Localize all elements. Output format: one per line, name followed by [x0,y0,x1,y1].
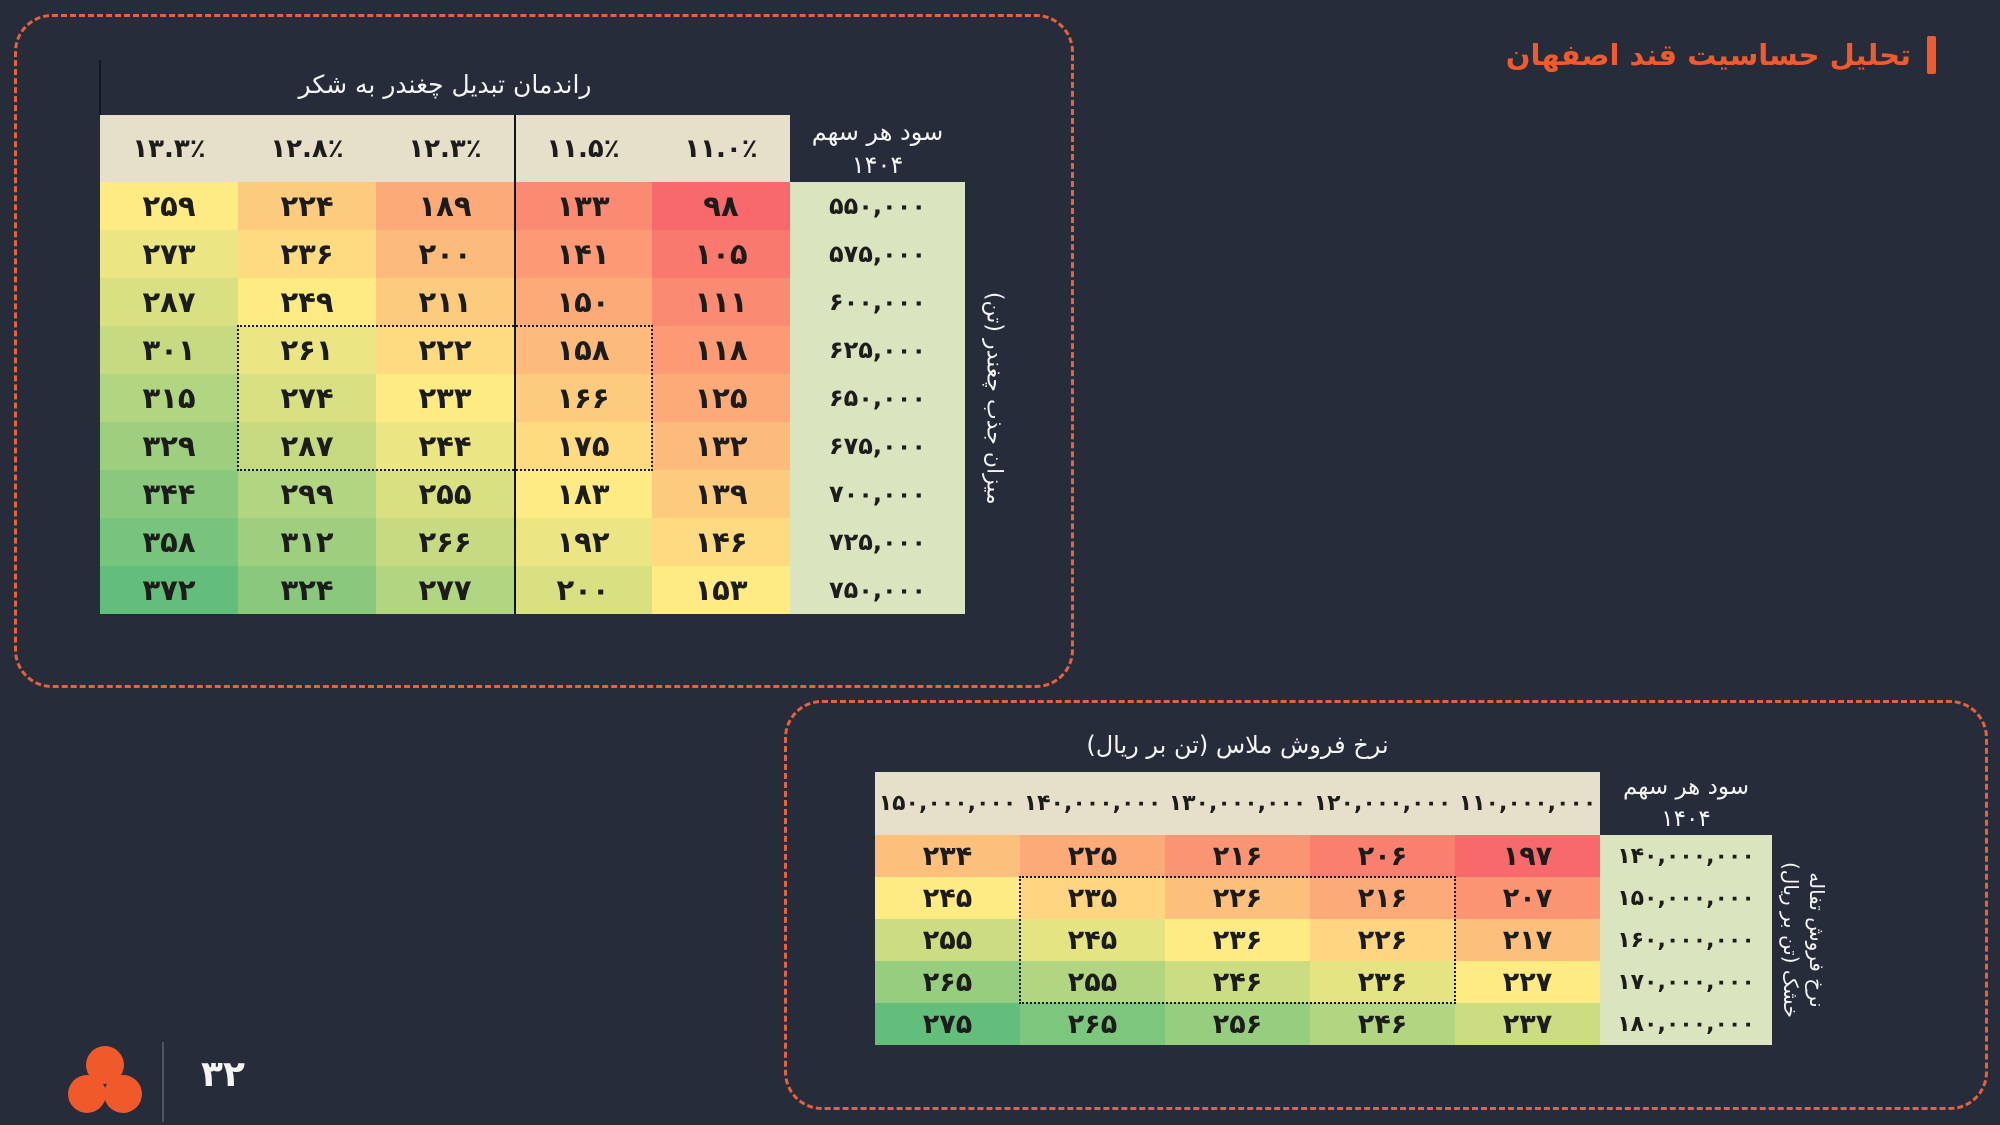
corner-header-line: سود هر سهم [811,118,944,147]
column-header: ۱۲۰,۰۰۰,۰۰۰ [1313,791,1452,816]
row-header: ۵۵۰,۰۰۰ [790,182,965,230]
heatmap-cell: ۹۸ [652,182,790,230]
column-headers [875,772,1600,835]
axis-line [99,60,101,115]
heatmap-cell: ۱۱۸ [652,326,790,374]
heatmap-cell: ۳۷۲ [100,566,238,614]
heatmap-row [100,422,965,470]
heatmap-beet-conversion [100,60,1007,614]
heatmap-cell: ۳۱۲ [238,518,376,566]
heatmap-row [875,835,1772,877]
heatmap-cell: ۲۴۹ [238,278,376,326]
heatmap-cell: ۱۳۲ [652,422,790,470]
heatmap-cell: ۲۴۵ [875,877,1020,919]
heatmap-grid [100,182,965,614]
heatmap-cell: ۱۴۶ [652,518,790,566]
heatmap-cell: ۲۲۲ [376,326,514,374]
row-axis-label: میزان جذب چغندر (تن) [981,291,1007,505]
column-header: ۱۱.۵٪ [546,133,620,164]
column-headers [100,115,790,182]
column-header: ۱۲.۸٪ [270,133,344,164]
heatmap-cell: ۱۳۹ [652,470,790,518]
heatmap-cell: ۳۱۵ [100,374,238,422]
heatmap-cell: ۱۵۸ [514,326,652,374]
heatmap-row [875,877,1772,919]
corner-header [790,115,965,182]
heatmap-cell: ۱۳۳ [514,182,652,230]
footer-divider [162,1042,164,1122]
heatmap-cell: ۲۸۷ [100,278,238,326]
heatmap-cell: ۲۱۱ [376,278,514,326]
heatmap-cell: ۲۰۶ [1310,835,1455,877]
heatmap-cell: ۲۵۶ [1165,1003,1310,1045]
row-header: ۵۷۵,۰۰۰ [790,230,965,278]
corner-header-line: سود هر سهم [1622,774,1750,801]
row-header: ۷۲۵,۰۰۰ [790,518,965,566]
heatmap-cell: ۲۱۶ [1165,835,1310,877]
corner-header-year: ۱۴۰۴ [851,150,904,179]
heatmap-cell: ۲۰۰ [514,566,652,614]
heatmap-cell: ۲۷۴ [238,374,376,422]
heatmap-cell: ۲۹۹ [238,470,376,518]
heatmap-cell: ۲۶۱ [238,326,376,374]
heatmap-cell: ۲۳۳ [376,374,514,422]
page-number: ۳۲ [201,1054,245,1095]
heatmap-cell: ۱۲۵ [652,374,790,422]
heatmap-cell: ۲۵۵ [1020,961,1165,1003]
heatmap-cell: ۱۸۹ [376,182,514,230]
heatmap-cell: ۳۴۴ [100,470,238,518]
heatmap-cell: ۲۱۶ [1310,877,1455,919]
heatmap-title: نرخ فروش ملاس (تن بر ریال) [1086,731,1389,759]
slide-title-block [1506,36,1936,74]
corner-header [1600,772,1772,835]
heatmap-cell: ۲۵۵ [376,470,514,518]
heatmap-row [100,230,965,278]
heatmap-cell: ۲۰۰ [376,230,514,278]
heatmap-cell: ۲۲۵ [1020,835,1165,877]
row-header: ۶۲۵,۰۰۰ [790,326,965,374]
heatmap-cell: ۲۶۵ [875,961,1020,1003]
page-title: تحلیل حساسیت قند اصفهان [1505,38,1911,72]
heatmap-cell: ۲۷۷ [376,566,514,614]
heatmap-row [100,326,965,374]
column-header: ۱۲.۳٪ [408,133,482,164]
heatmap-cell: ۲۳۴ [875,835,1020,877]
heatmap-cell: ۲۶۵ [1020,1003,1165,1045]
heatmap-cell: ۲۷۵ [875,1003,1020,1045]
heatmap-cell: ۲۲۴ [238,182,376,230]
column-header: ۱۱۰,۰۰۰,۰۰۰ [1458,791,1597,816]
row-header: ۷۰۰,۰۰۰ [790,470,965,518]
heatmap-cell: ۲۴۶ [1310,1003,1455,1045]
title-accent-bar-icon [1927,36,1936,74]
heatmap-cell: ۲۳۶ [238,230,376,278]
row-header: ۱۵۰,۰۰۰,۰۰۰ [1600,877,1772,919]
column-divider-line [514,115,516,614]
row-header: ۱۴۰,۰۰۰,۰۰۰ [1600,835,1772,877]
heatmap-row [100,374,965,422]
heatmap-cell: ۲۲۶ [1165,877,1310,919]
row-axis-label: نرخ فروش تفاله خشک (تن بر ریال) [1779,861,1829,1019]
row-header: ۷۵۰,۰۰۰ [790,566,965,614]
heatmap-cell: ۲۸۷ [238,422,376,470]
heatmap-cell: ۲۳۵ [1020,877,1165,919]
heatmap-cell: ۳۰۱ [100,326,238,374]
heatmap-cell: ۲۵۵ [875,919,1020,961]
heatmap-cell: ۲۲۶ [1310,919,1455,961]
heatmap-row [100,182,965,230]
heatmap-row [875,919,1772,961]
heatmap-cell: ۲۳۶ [1165,919,1310,961]
heatmap-cell: ۲۵۹ [100,182,238,230]
heatmap-cell: ۲۴۶ [1165,961,1310,1003]
row-header: ۶۷۵,۰۰۰ [790,422,965,470]
heatmap-row [100,566,965,614]
column-header: ۱۳.۳٪ [132,133,206,164]
heatmap-cell: ۱۱۱ [652,278,790,326]
column-header: ۱۵۰,۰۰۰,۰۰۰ [878,791,1017,816]
heatmap-cell: ۲۳۶ [1310,961,1455,1003]
row-header: ۱۷۰,۰۰۰,۰۰۰ [1600,961,1772,1003]
heatmap-cell: ۱۵۳ [652,566,790,614]
heatmap-cell: ۲۳۷ [1455,1003,1600,1045]
heatmap-cell: ۱۰۵ [652,230,790,278]
heatmap-cell: ۱۵۰ [514,278,652,326]
heatmap-cell: ۱۹۷ [1455,835,1600,877]
heatmap-cell: ۳۲۴ [238,566,376,614]
heatmap-cell: ۳۲۹ [100,422,238,470]
row-header: ۱۶۰,۰۰۰,۰۰۰ [1600,919,1772,961]
heatmap-cell: ۲۴۵ [1020,919,1165,961]
heatmap-cell: ۱۷۵ [514,422,652,470]
heatmap-title: راندمان تبدیل چغندر به شکر [298,70,592,99]
heatmap-row [100,518,965,566]
heatmap-molasses-rate [875,722,1829,1045]
row-header: ۶۵۰,۰۰۰ [790,374,965,422]
heatmap-cell: ۲۰۷ [1455,877,1600,919]
row-header: ۶۰۰,۰۰۰ [790,278,965,326]
row-header: ۱۸۰,۰۰۰,۰۰۰ [1600,1003,1772,1045]
heatmap-cell: ۲۷۳ [100,230,238,278]
heatmap-row [875,961,1772,1003]
column-header: ۱۴۰,۰۰۰,۰۰۰ [1023,791,1162,816]
column-header: ۱۳۰,۰۰۰,۰۰۰ [1168,791,1307,816]
heatmap-cell: ۲۴۴ [376,422,514,470]
heatmap-cell: ۱۹۲ [514,518,652,566]
heatmap-row [100,278,965,326]
heatmap-cell: ۱۸۳ [514,470,652,518]
heatmap-cell: ۲۱۷ [1455,919,1600,961]
heatmap-cell: ۱۶۶ [514,374,652,422]
heatmap-cell: ۲۲۷ [1455,961,1600,1003]
heatmap-cell: ۲۶۶ [376,518,514,566]
heatmap-grid [875,835,1772,1045]
heatmap-cell: ۳۵۸ [100,518,238,566]
company-logo-icon [66,1044,142,1116]
corner-header-year: ۱۴۰۴ [1661,805,1711,832]
heatmap-row [875,1003,1772,1045]
heatmap-cell: ۱۴۱ [514,230,652,278]
column-header: ۱۱.۰٪ [684,133,758,164]
heatmap-row [100,470,965,518]
